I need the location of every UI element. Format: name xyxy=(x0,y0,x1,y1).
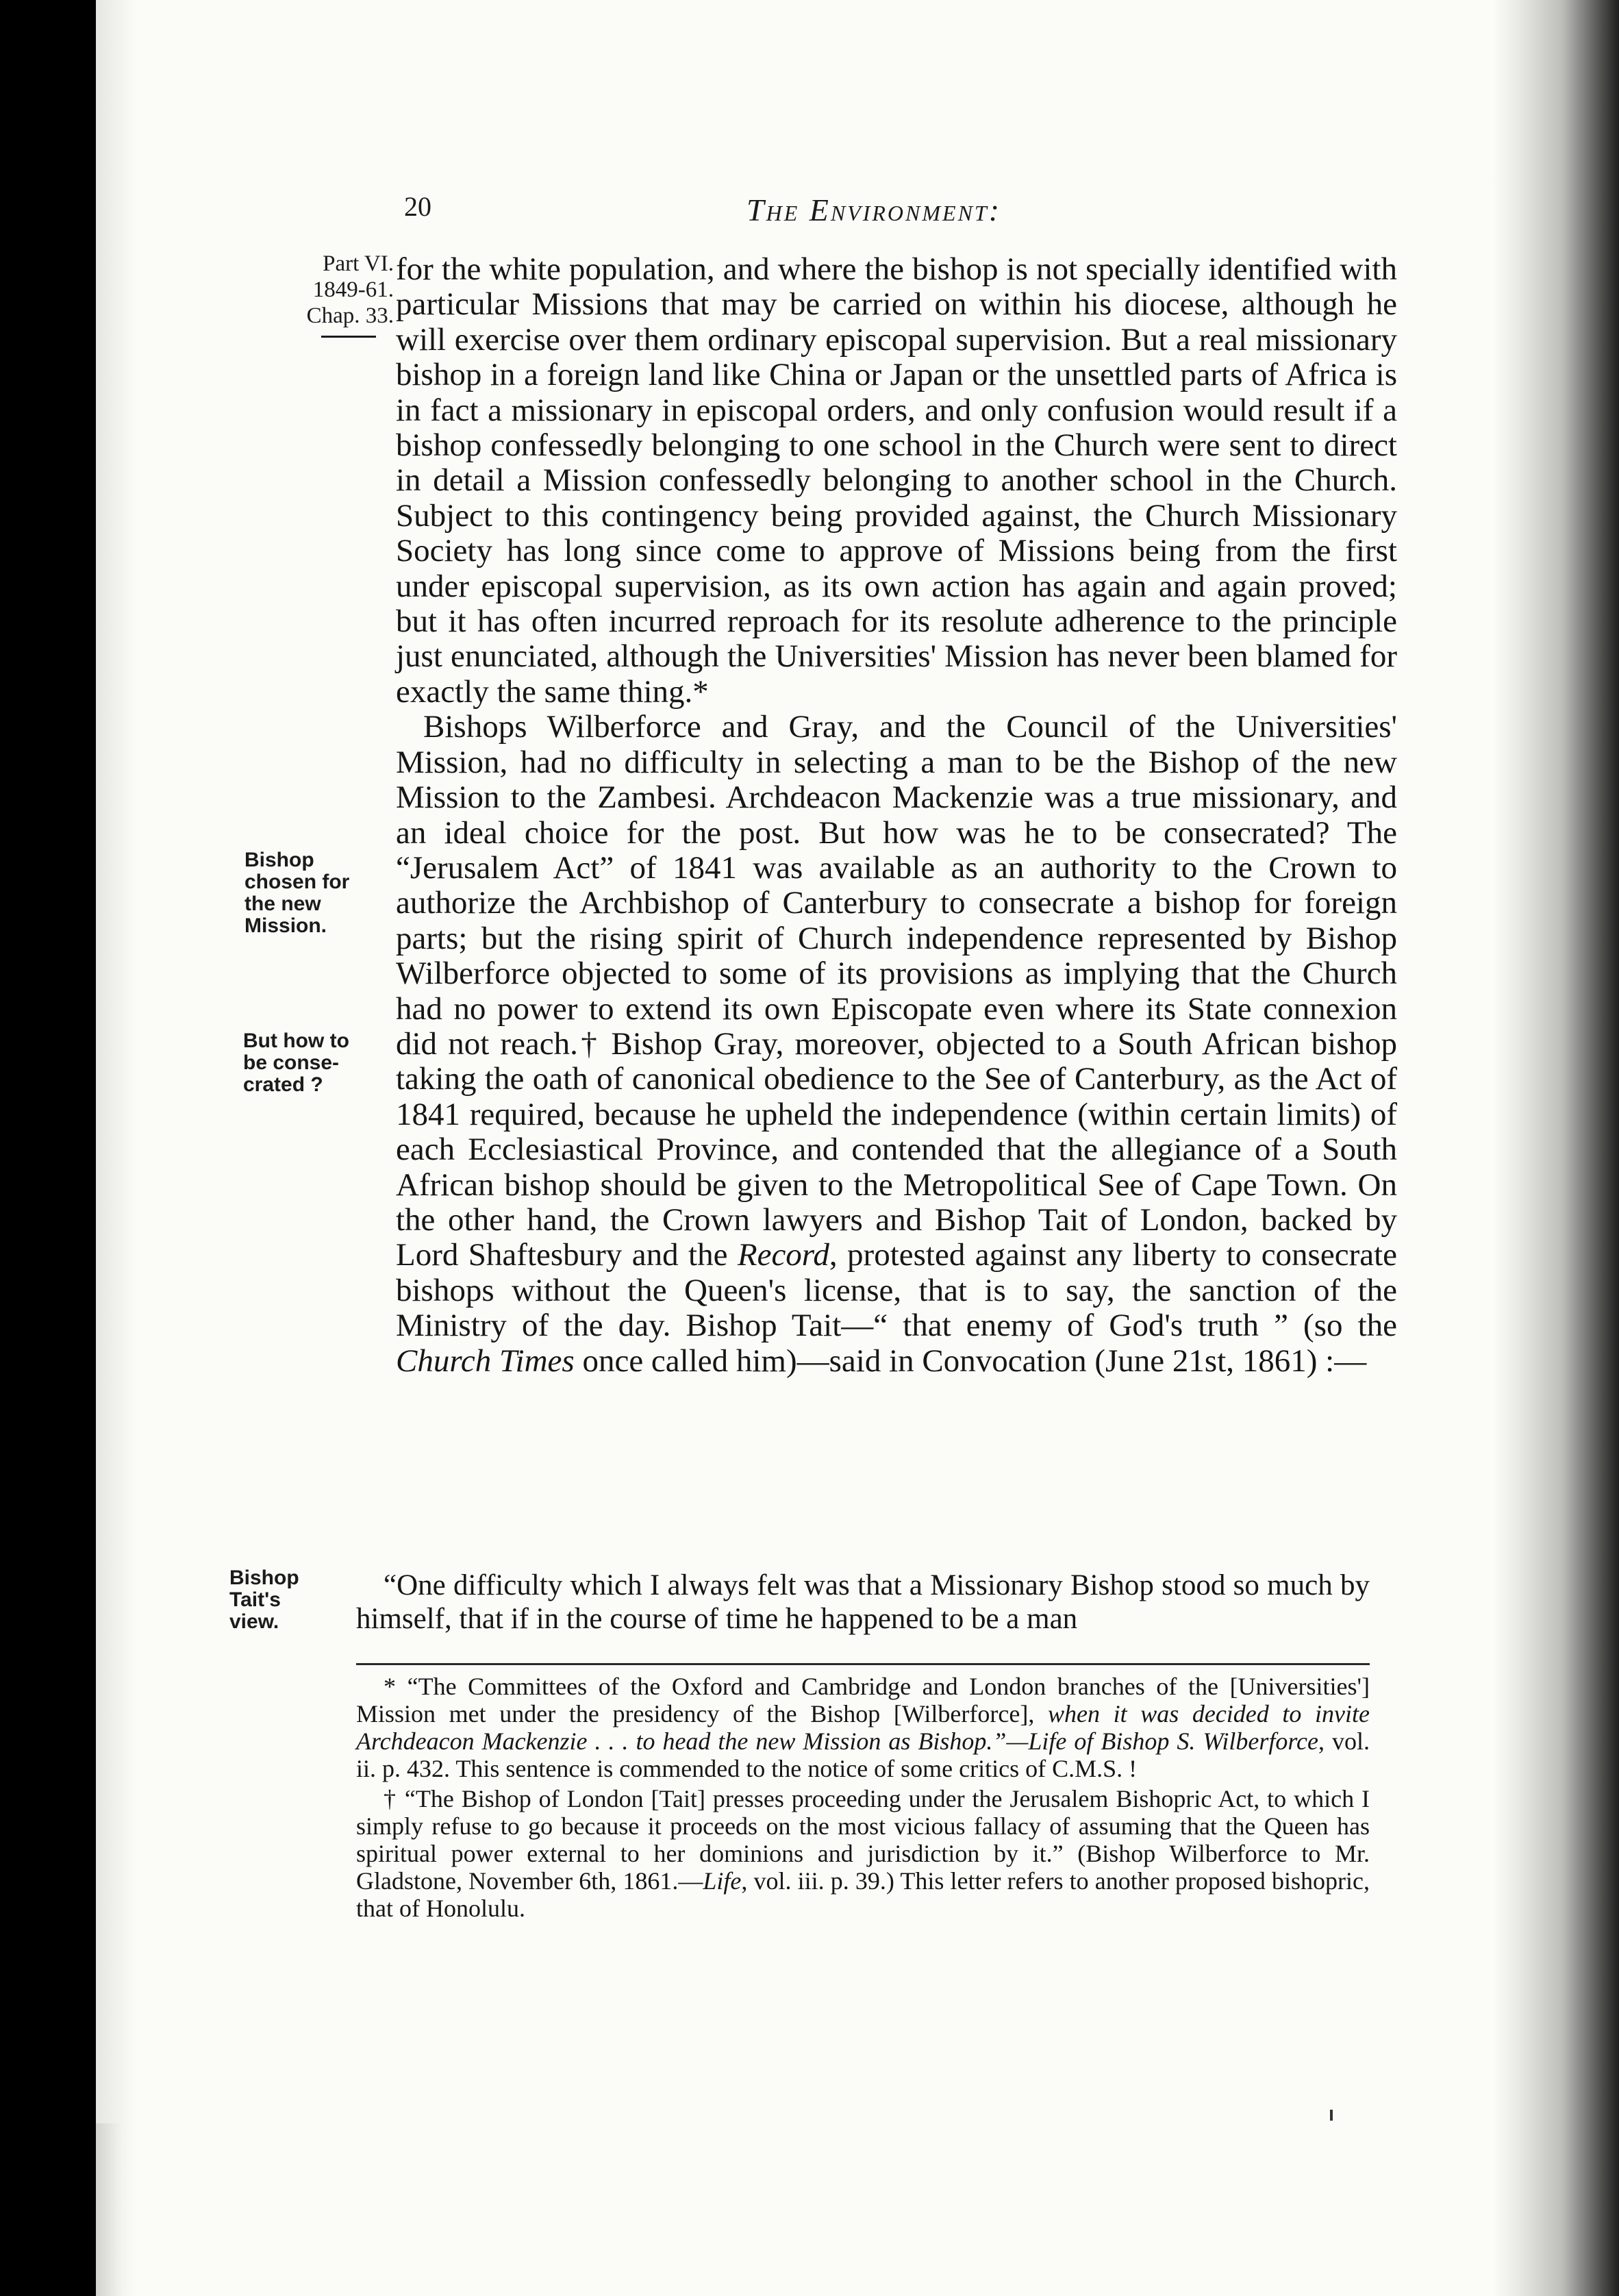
paragraph-2 xyxy=(396,710,1397,1379)
paragraph-2-part-a: Bishops Wilberforce and Gray, and the Council of the Universities' Mission, had no difficulty in selecting a man to be the Bishop of the new Mission to the Zambesi. Archdeacon Mackenzie was a true missionary, and an ideal choice for the post. But how was he to be consecrated? The “Jerusalem Act” of 1841 was available as an authority to the Crown to authorize the Archbishop of Canterbury to consecrate a bishop for foreign parts; but the rising spirit of Church independence represented by Bishop Wilberforce objected to some of its provisions as implying that the Church had no power to extend its own Episcopate even where its State connexion did not reach.† Bishop Gray, moreover, objected to a South African bishop taking the oath of canonical obedience to the See of Canterbury, as the Act of 1841 required, because he upheld the independence (within certain limits) of each Ecclesiastical Province, and contended that the allegiance of a South African bishop should be given to the Metropolitical See of Cape Town. On the other hand, the Crown lawyers and Bishop Tait of London, backed by Lord Shaftesbury and the xyxy=(396,709,1397,1273)
margin-years: 1849-61. xyxy=(312,277,394,302)
paragraph-2-part-b: , protested against any liberty to consecrate bishops without the Queen's license, that is to say, the sanction of the Ministry of the day. Bishop Tait—“ that enemy of God's truth ” (so the xyxy=(396,1237,1397,1344)
church-times-title: Church Times xyxy=(396,1343,575,1379)
footnote-1 xyxy=(356,1673,1370,1782)
footnote-2-part-b: , vol. iii. p. 39.) This letter refers to another proposed bishopric, that of Honolulu. xyxy=(356,1867,1370,1922)
footnote-2-italic: Life xyxy=(703,1867,742,1895)
paragraph-1: for the white population, and where the bishop is not specially identified with particular Missions that may be carried on within his diocese, although he will exercise over them ordinary episcopal supervision. But a real missionary bishop in a foreign land like China or Japan or the unsettled parts of Africa is in fact a missionary in episcopal orders, and only confusion would result if a bishop confessedly belonging to one school in the Church were sent to direct in detail a Mission confessedly belonging to another school in the Church. Subject to this contingency being provided against, the Church Missionary Society has long since come to approve of Missions being from the first under episcopal supervision, as its own action has again and again proved; but it has often incurred reproach for its resolute adherence to the principle just enunciated, although the Universities' Mission has never been blamed for exactly the same thing.* xyxy=(396,251,1397,710)
footnote-1-part-b: , vol. ii. p. 432. This sentence is commended to the notice of some critics of C.M.S. ! xyxy=(356,1727,1370,1782)
page-header xyxy=(404,190,1390,232)
sidenote-tait-view: Bishop Tait's view. xyxy=(229,1567,299,1633)
page-number: 20 xyxy=(404,191,431,222)
margin-rule xyxy=(321,336,376,338)
main-text xyxy=(396,252,1397,1379)
footnote-1-part-a: * “The Committees of the Oxford and Cambridge and London branches of the [Universities'] Mission met under the presidency of the Bishop [Wilberforce], xyxy=(356,1673,1370,1727)
footnote-2-part-a: † “The Bishop of London [Tait] presses proceeding under the Jerusalem Bishopric Act, to which I simply refuse to go because it proceeds on the most vicious fallacy of assuming that the Queen has spiritual power external to her dominions and jurisdiction by it.” (Bishop Wilberforce to Mr. Gladstone, November 6th, 1861.— xyxy=(356,1785,1370,1895)
facing-page-shadow xyxy=(1493,0,1619,2296)
running-head: The Environment: xyxy=(746,192,1002,227)
footnote-rule xyxy=(356,1663,1370,1665)
block-quote: “One difficulty which I always felt was that a Missionary Bishop stood so much by himself, that if in the course of time he happened to be a man xyxy=(356,1569,1370,1635)
sidenote-bishop-chosen: Bishop chosen for the new Mission. xyxy=(244,849,350,937)
binding-edge xyxy=(96,2123,123,2296)
footnote-1-italic: when it was decided to invite Archdeacon Mackenzie . . . to head the new Mission as Bishop.”—Life of Bishop S. Wilberforce xyxy=(356,1700,1370,1755)
margin-part-reference xyxy=(260,251,394,338)
margin-part: Part VI. xyxy=(323,251,394,276)
page-gutter-shade xyxy=(96,0,137,2296)
footnote-2 xyxy=(356,1785,1370,1922)
sidenote-how-consecrated: But how to be conse- crated ? xyxy=(243,1030,349,1096)
footnotes xyxy=(356,1673,1370,1925)
paragraph-2-part-c: once called him)—said in Convocation (June 21st, 1861) :— xyxy=(574,1343,1367,1379)
record-title: Record xyxy=(737,1237,829,1273)
stray-ink-mark xyxy=(1330,2110,1333,2121)
margin-chapter: Chap. 33. xyxy=(306,303,394,328)
